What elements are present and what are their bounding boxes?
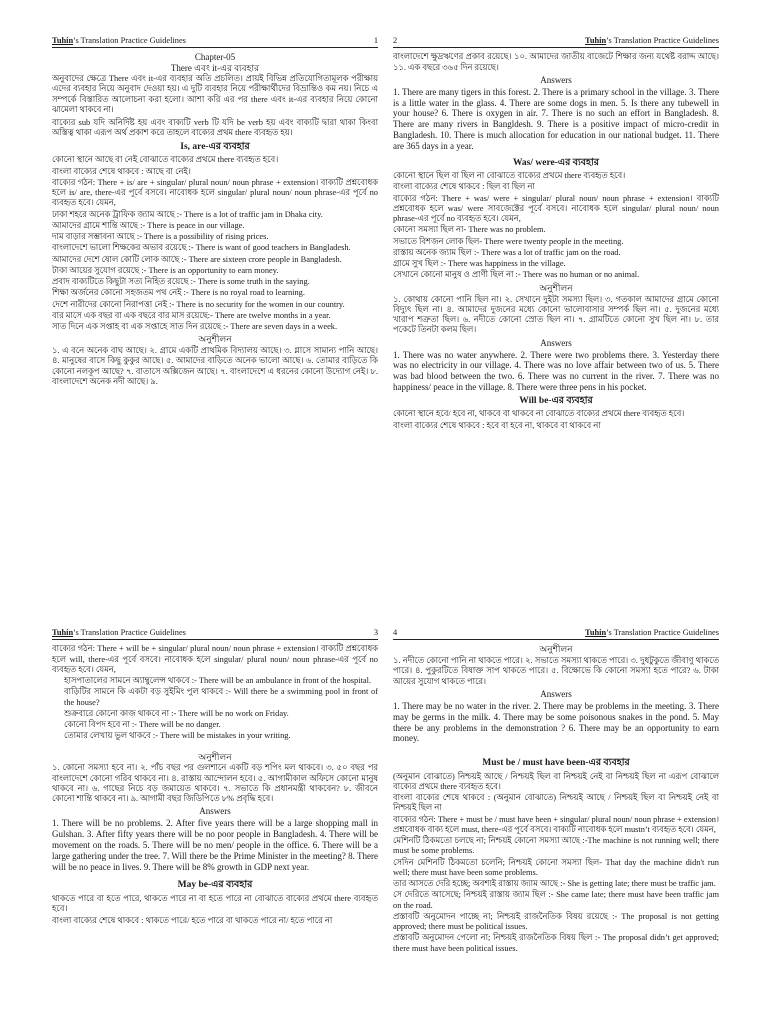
page-4: [393, 628, 719, 1024]
rule-line: বাক্যের গঠন: There + must be / must have been + singular/ plural noun/ noun phrase + extension। প্রশ্নবোধক বাক্য হলে must, there-এর পূর্বে বসবে। বাক্যটি নাবোধক হলে mustn’t ব্যবহৃত হবে। যেমন,: [393, 814, 719, 834]
section-heading: Was/ were-এর ব্যবহার: [512, 157, 600, 168]
example-line: বাড়িটির সামনে কি একটা বড় সুইমিং পুল থাকবে :- Will there be a swimming pool in front of the house?: [64, 687, 378, 707]
rule-line: বাংলা বাক্যের শেষে থাকবে : (অনুমান বোঝাতে) নিশ্চয়ই আছে / নিশ্চয়ই ছিল বা নিশ্চয়ই নেই বা নিশ্চয়ই ছিল না: [393, 793, 719, 813]
header-brand: Tuhin: [52, 36, 74, 45]
rule-line: বাংলা বাক্যের শেষে থাকবে : হবে বা হবে না, থাকবে বা থাকবে না: [393, 420, 601, 430]
header-title: [52, 36, 186, 46]
rule-line: বাক্যের গঠন: There + is/ are + singular/ plural noun/ noun phrase + extension। বাক্যটি প্রশ্নবোধক হলে is/ are, there-এর পূর্বে বসবে। নাবোধক হলে singular/ plural noun/ noun phrase-এর পূর্বে no ব্যবহৃত হবে। যেমন,: [52, 177, 378, 208]
section-heading: Will be-এর ব্যবহার: [519, 395, 593, 406]
example-line: শিক্ষা অর্জনের কোনো সহজতম পথ নেই :- There is no royal road to learning.: [52, 288, 305, 298]
page-number: 4: [393, 628, 398, 637]
rule-line: বাংলা বাক্যের শেষে থাকবে : থাকতে পারে/ হতে পারে বা থাকতে পারে না/ হতে পারে না: [52, 915, 333, 925]
example-line: সেদিন মেশিনটি ঠিকমতো চলেনি; নিশ্চয়ই কোনো সমস্যা ছিল- That day the machine didn't run well; there must have been some problems.: [393, 857, 719, 877]
exercise-continued: বাংলাদেশে ক্ষুদ্রঋণের প্রকাব রয়েছে। ১০. আমাদের জাতীয় বাজেটে শিক্ষার জন্য যথেষ্ট বরাদ্দ আছে। ১১. এক বছরে ৩৬৫ দিন রয়েছে।: [393, 52, 719, 72]
example-line: মেশিনটি ঠিকমতো চলছে না; নিশ্চয়ই কোনো সমস্যা আছে :-The machine is not running well; there must be some problems.: [393, 836, 719, 856]
rule-paragraph: বাক্যের sub যদি অনির্দিষ্ট হয় এবং বাক্যটি verb টি যদি be verb হয় এবং বাক্যটি দ্বারা থাকা কিংবা অস্তিত্ব থাকা এরূপ অর্থ প্রকাশ করে তাহলে বাক্যের প্রথম there ব্যবহৃত হয়।: [52, 118, 378, 138]
rule-line: কোনো স্থানে আছে বা নেই বোঝাতে বাক্যের প্রথমে there ব্যবহৃত হবে।: [52, 155, 279, 165]
exercise-text: ১. কোথায় কোনো পানি ছিল না। ২. সেখানে দুইটা সমস্যা ছিল। ৩. গতকাল আমাদের গ্রামে কোনো বিদ্যুৎ ছিল না। ৪. আমাদের দুজনের মধ্যে কোনো ভালোবাসার সম্পর্ক ছিল না। ৫. দুজনের মধ্যে খারাপ শত্রুতা ছিল। ৬. নদীতে কোনো স্রোত ছিল না। ৭. গ্রামটিতে কোনো সুখ ছিল না। ৮. তার পকেটে তিনটা কলম ছিল।: [393, 294, 719, 335]
example-line: হাসপাতালের সামনে অ্যাম্বুলেন্স থাকবে :- There will be an ambulance in front of the hospital.: [64, 676, 372, 685]
example-line: আমাদের গ্রামে শান্তি আছে :- There is peace in our village.: [52, 220, 245, 230]
example-line: গ্রামে সুখ ছিল :- There was happiness in the village.: [393, 259, 566, 269]
example-line: তোমার লেখায় ভুল থাকবে :- There will be mistakes in your writing.: [64, 731, 291, 741]
example-line: রাস্তায় অনেক জ্যাম ছিল :- There was a lot of traffic jam on the road.: [393, 247, 621, 257]
example-line: কোনো সমস্যা ছিল না- There was no problem.: [393, 225, 546, 235]
example-line: কোনো বিপদ হবে না :- There will be no danger.: [64, 720, 221, 729]
header-rest: ’s Translation Practice Guidelines: [606, 628, 719, 637]
example-line: প্রস্তাবটি অনুমোদন পাচ্ছে না; নিশ্চয়ই রাজনৈতিক বিষয় রয়েছে :- The proposal is not getting approved; there must be political issues.: [393, 911, 719, 932]
answers-text: 1. There are many tigers in this forest. 2. There is a primary school in the village. 3. There is a little water in the glass. 4. There are some dogs in men. 5. Is there any tubewell in your house? 6. There is oxygen in air. 7. There is no such an effort in Bangladesh. 8. There are many rivers in Bangldesh. 9. There is a positive impact of micro-credit in Bangladesh. 10. There is much allocation for education in our national budget. 11. There are 365 days in a year.: [393, 86, 719, 151]
header-brand: Tuhin: [585, 36, 607, 45]
example-line: বার মাসে এক বছর বা এক বছরে বার মাস রয়েছে:- There are twelve months in a year.: [52, 310, 331, 320]
example-line: শুক্রবারে কোনো কাজ থাকবে না :- There will be no work on Friday.: [64, 708, 289, 718]
answers-text: 1. There may be no water in the river. 2. There may be problems in the meeting. 3. There may be germs in the milk. 4. There may be some poisonous snakes in the pond. 5. May there be any problems in the demonstration ? 6. There may be an opportunity to earn money.: [393, 700, 719, 744]
page-header: [52, 36, 378, 48]
header-rest: ’s Translation Practice Guidelines: [73, 36, 186, 45]
section-heading: May be-এর ব্যবহার: [177, 880, 253, 891]
page-header: [393, 36, 719, 48]
example-line: সাত দিনে এক সপ্তাহ বা এক সপ্তাহে সাত দিন রয়েছে :- There are seven days in a week.: [52, 322, 338, 332]
example-line: দাম বাড়ার সম্ভাবনা আছে :- There is a possibility of rising prices.: [52, 232, 269, 242]
example-line: প্রবাদ বাক্যটিতে কিছুটা সত্য নিহিত রয়েছে :- There is some truth in the saying.: [52, 277, 310, 287]
header-title: [52, 628, 186, 638]
example-line: দেশে নারীদের কোনো নিরাপত্তা নেই :- There is no security for the women in our country.: [52, 299, 345, 309]
section-heading: Is, are-এর ব্যবহার: [180, 141, 250, 152]
answers-heading: Answers: [540, 688, 572, 699]
answers-text: 1. There was no water anywhere. 2. There were two problems there. 3. Yesterday there was no electricity in our village. 4. There was no love affair between two of us. 5. There was bad blood between the two. 6. There was no current in the river. 7. There was no happiness/ peace in the village. 8. There were three pens in his pocket.: [393, 349, 719, 392]
section-heading: Must be / must have been-এর ব্যবহার: [482, 758, 630, 769]
page-2: [393, 36, 719, 526]
answers-heading: Answers: [540, 337, 572, 348]
header-title: [585, 36, 719, 46]
example-line: টাকা আয়ের সুযোগ রয়েছে :- There is an opportunity to earn money.: [52, 265, 279, 275]
page-number: 1: [373, 36, 378, 45]
page-number: 3: [373, 628, 378, 637]
rule-line: কোনো স্থানে হবে/ হবে না, থাকবে বা থাকবে না বোঝাতে বাক্যের প্রথমে there ব্যবহৃত হবে।: [393, 409, 685, 419]
example-line: বাংলাদেশে ভালো শিক্ষকের অভাব রয়েছে :- There is want of good teachers in Bangladesh.: [52, 243, 351, 253]
exercise-heading: অনুশীলন: [198, 751, 232, 762]
example-line: সভাতে বিশজন লোক ছিল- There were twenty people in the meeting.: [393, 236, 624, 246]
header-rest: ’s Translation Practice Guidelines: [606, 36, 719, 45]
exercise-text: ১. নদীতে কোনো পানি না থাকতে পারে। ২. সভাতে সমস্যা থাকতে পারে। ৩. দুধটুকুতে জীবাণু থাকতে পারে। ৪. পুকুরটিতে বিষাক্ত সাপ থাকতে পারে। ৫. বিক্ষোভে কি কোনো সমস্যা হতে পারে? ৬. টাকা আয়ের সুযোগ থাকতে পারে।: [393, 656, 719, 686]
exercise-heading: অনুশীলন: [539, 282, 573, 293]
exercise-text: ১. এ বনে অনেক বাঘ আছে। ২. গ্রামে একটি প্রাথমিক বিদ্যালয় আছে। ৩. গ্লাসে সামান্য পানি আছে। ৪. মানুষের বাসে কিছু কুকুর আছে। ৫. আমাদের বাড়িতে অনেক ভালো আছে। ৬. তোমার বাড়িতে কি কোনো নলকূপ আছে? ৭. বাতাসে অক্সিজেন আছে। ৭. বাংলাদেশে এ ধরনের কোনো উদ্যোগ নেই। ৮. বাংলাদেশে অনেক নদী আছে। ৯.: [52, 346, 378, 386]
page-number: 2: [393, 36, 398, 45]
page-header: [393, 628, 719, 640]
header-brand: Tuhin: [585, 628, 607, 637]
rule-line: বাক্যের গঠন: There + will be + singular/ plural noun/ noun phrase + extension। বাক্যটি প্রশ্নবোধক হলে will, there-এর পূর্বে বসবে। নাবোধক হলে singular/ plural noun/ noun phrase-এর পূর্বে no ব্যবহৃত হবে। যেমন,: [52, 644, 378, 674]
example-line: ঢাকা শহরে অনেক ট্রাফিক জ্যাম আছে :- There is a lot of traffic jam in Dhaka city.: [52, 209, 323, 219]
chapter-title: Chapter-05: [194, 52, 236, 63]
exercise-heading: অনুশীলন: [539, 644, 573, 655]
answers-heading: Answers: [199, 806, 231, 817]
rule-line: বাংলা বাক্যের শেষে থাকবে : আছে বা নেই।: [52, 166, 191, 176]
rule-line: (অনুমান বোঝাতে) নিশ্চয়ই আছে / নিশ্চয়ই ছিল বা নিশ্চয়ই নেই বা নিশ্চয়ই ছিল না এরূপ বোঝালে বাক্যের প্রথমে there ব্যবহৃত হবে।: [393, 771, 719, 791]
answers-text: 1. There will be no problems. 2. After five years there will be a large shopping mall in Gulshan. 3. After fifty years there will be no poor people in Bangladesh. 4. There will be movement on the roads. 5. There will be no men/ people in the office. 6. There will be a large gathering under the tree. 7. Will there be the Prime Minister in the meeting? 8. There will be no peace in lives. 9. There will be 8% growth in GDP next year.: [52, 818, 378, 872]
example-line: সেখানে কোনো মানুষ ও প্রাণী ছিল না :- There was no human or no animal.: [393, 270, 640, 280]
header-brand: Tuhin: [52, 628, 74, 637]
exercise-heading: অনুশীলন: [198, 334, 232, 345]
example-line: সে দেরিতে আসেছে; নিশ্চয়ই রাস্তায় জ্যাম ছিল :- She came late; there must have been traffic jam on the road.: [393, 890, 719, 910]
rule-line: বাক্যের গঠন: There + was/ were + singular/ plural noun/ noun phrase + extension। বাক্যটি প্রশ্নবোধক হলে was/ were সাবজেক্টের পূর্বে বসবে। নাবোধক হলে singular/ plural noun/ noun phrase-এর পূর্বে no ব্যবহৃত হবে। যেমন,: [393, 193, 719, 224]
rule-line: বাংলা বাক্যের শেষে থাকবে : ছিল বা ছিল না: [393, 182, 535, 192]
page-3: [52, 628, 378, 1024]
page-1: [52, 36, 378, 526]
rule-line: কোনো স্থানে ছিল বা ছিল না বোঝাতে বাক্যের প্রথমে there ব্যবহৃত হবে।: [393, 171, 626, 181]
rule-line: থাকতে পারে বা হতে পারে, থাকতে পারে না বা হতে পারে না বোঝাতে বাক্যের প্রথমে there ব্যবহৃত হবে।: [52, 894, 378, 914]
page-header: [52, 628, 378, 640]
intro-paragraph: অনুবাদের ক্ষেত্রে There এবং it-এর ব্যবহার অতি প্রচলিত। প্রায়ই বিভিন্ন প্রতিযোগিতামূলক পরীক্ষায় এদের ব্যবহার নিয়ে অনুবাদ দেওয়া হয়। এ দুটি ব্যবহার নিয়ে পরীক্ষার্থীদের বিভ্রান্তিও কম নয়। নিচে এ সম্পর্কে বিস্তারিত আলোচনা করা হলো। আশা করি এর পর there এবং it-এর ব্যবহার নিয়ে কোনো ঝামেলা থাকবে না।: [52, 74, 378, 114]
example-line: তার আসতে দেরি হচ্ছে; অবশ্যই রাস্তায় জ্যাম আছে :- She is getting late; there must be traffic jam.: [393, 879, 716, 889]
header-rest: ’s Translation Practice Guidelines: [73, 628, 186, 637]
example-line: প্রস্তাবটি অনুমোদন পেলো না; নিশ্চয়ই রাজনৈতিক বিষয় ছিল :- The proposal didn’t get approved; there must have been political issues.: [393, 933, 719, 953]
answers-heading: Answers: [540, 74, 572, 85]
header-title: [585, 628, 719, 638]
chapter-subtitle: There এবং it-এর ব্যবহার: [170, 63, 260, 74]
example-line: আমাদের দেশে ষোল কোটি লোক আছে :- There are sixteen crore people in Bangladesh.: [52, 254, 342, 264]
exercise-text: ১. কোনো সমস্যা হবে না। ২. পাঁচ বছর পর গুলশানে একটি বড় শপিং মল থাকবে। ৩. ৫০ বছর পর বাংলাদেশে কোনো গরিব থাকবে না। ৪. রাস্তায় আন্দোলন হবে। ৫. আগামীকাল অফিসে কোনো মানুষ থাকবে না। ৬. গাছের নিচে বড় জমায়েত থাকবে। ৭. সভাতে কি প্রধানমন্ত্রী থাকবেন? ৮. জীবনে কোনো শান্তি থাকবে না। ৯. আগামী বছর জিডিপিতে ৮% প্রবৃদ্ধি হবে।: [52, 763, 378, 804]
